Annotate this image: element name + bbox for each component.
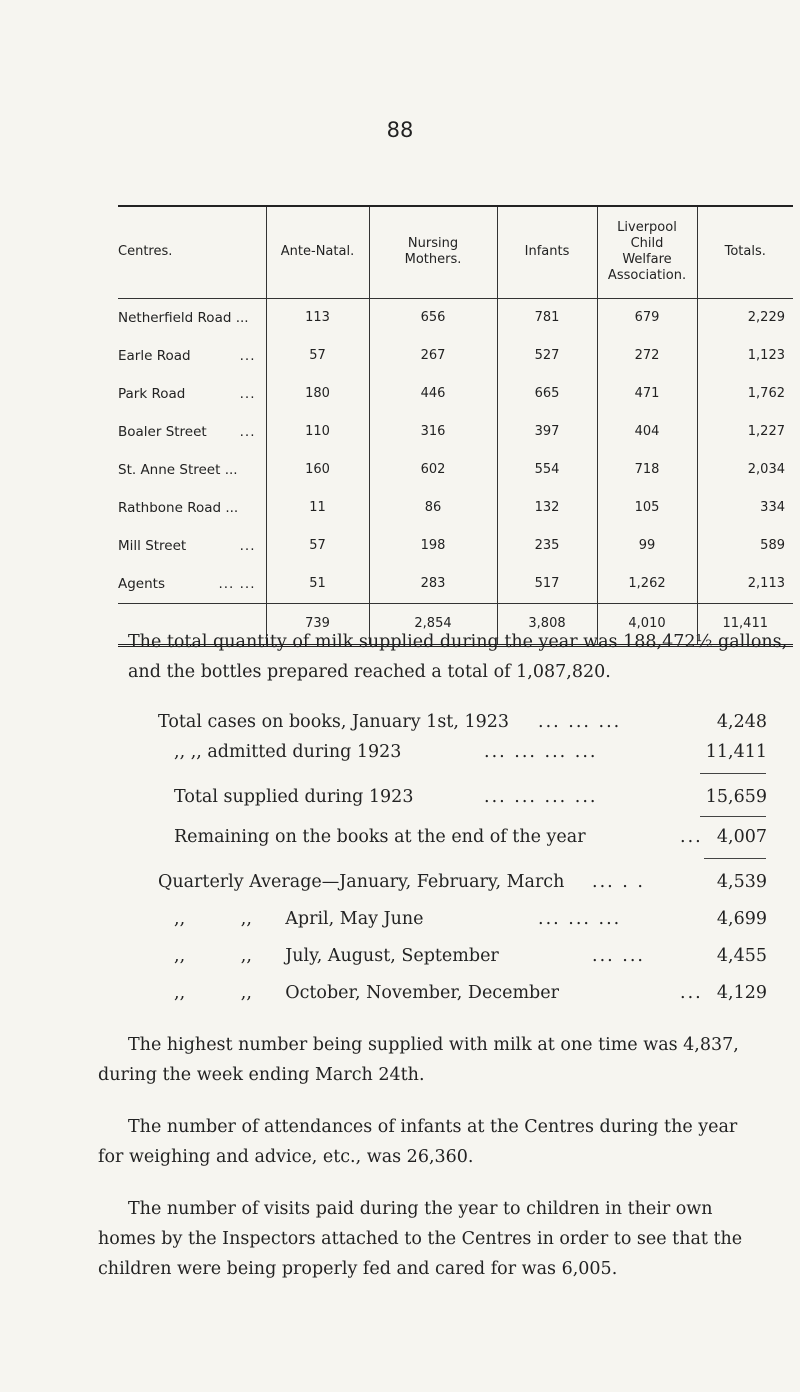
- header-lcwa-line4: Association.: [607, 268, 687, 284]
- total-cell: 1,227: [697, 413, 793, 451]
- centre-name: Rathbone Road ...: [118, 499, 239, 516]
- leader-dots: ...: [239, 423, 256, 440]
- quarterly-label: Quarterly Average—January, February, March: [158, 872, 565, 892]
- centre-name-cell: [118, 565, 266, 604]
- leader-dots: ... ... ... ...: [484, 742, 598, 762]
- quarterly-row: [0, 904, 800, 934]
- centre-name-cell: [118, 337, 266, 375]
- quarterly-row: [0, 867, 800, 897]
- quarterly-value: 4,129: [716, 983, 767, 1003]
- total-cell: 1,123: [697, 337, 793, 375]
- lcwa-cell: 99: [597, 527, 697, 565]
- infants-cell: 235: [497, 527, 597, 565]
- cases-row: [0, 707, 800, 737]
- ante-natal-cell: 57: [266, 337, 369, 375]
- ante-natal-cell: 160: [266, 451, 369, 489]
- header-nursing-mothers: [369, 206, 497, 298]
- leader-dots: ... ... ...: [538, 712, 622, 732]
- centre-name-cell: [118, 413, 266, 451]
- cases-value: 4,248: [716, 712, 767, 732]
- leader-dots: ...: [239, 385, 256, 402]
- sum-rule: [704, 858, 766, 859]
- leader-dots: ... ... ... ...: [484, 787, 598, 807]
- total-cell: 2,034: [697, 451, 793, 489]
- lcwa-cell: 105: [597, 489, 697, 527]
- leader-dots: ... ...: [592, 946, 645, 966]
- total-cell: 2,113: [697, 565, 793, 604]
- cases-label: Total cases on books, January 1st, 1923: [158, 712, 509, 732]
- lcwa-cell: 718: [597, 451, 697, 489]
- table-row: [118, 375, 793, 413]
- table-row: [118, 298, 793, 337]
- centre-name: Mill Street: [118, 537, 187, 554]
- ante-natal-cell: 113: [266, 298, 369, 337]
- infants-cell: 132: [497, 489, 597, 527]
- cases-row: [0, 737, 800, 767]
- header-lcwa-line1: Liverpool: [617, 220, 677, 236]
- cases-label: ,, ,, admitted during 1923: [174, 742, 402, 762]
- total-cell: 2,229: [697, 298, 793, 337]
- header-totals: Totals.: [697, 206, 793, 298]
- quarterly-value: 4,539: [716, 872, 767, 892]
- ante-natal-cell: 57: [266, 527, 369, 565]
- centre-name: Park Road: [118, 385, 186, 402]
- header-centres: Centres.: [118, 206, 266, 298]
- header-infants: Infants: [497, 206, 597, 298]
- ante-natal-cell: 110: [266, 413, 369, 451]
- nursing-cell: 267: [369, 337, 497, 375]
- quarterly-row: [0, 978, 800, 1008]
- infants-cell: 517: [497, 565, 597, 604]
- grand-total: 11,411: [697, 603, 793, 645]
- nursing-cell: 446: [369, 375, 497, 413]
- quarterly-label: ,, ,, April, May June: [174, 909, 424, 929]
- sum-rule: [700, 773, 766, 774]
- header-nursing-line2: Mothers.: [404, 252, 462, 268]
- leader-dots: ...: [680, 983, 703, 1003]
- header-lcwa-line3: Welfare: [622, 252, 672, 268]
- nursing-total: 2,854: [369, 603, 497, 645]
- centres-table: [118, 205, 793, 647]
- leader-dots: ... ...: [218, 575, 256, 592]
- centre-name: Netherfield Road ...: [118, 309, 249, 326]
- nursing-cell: 198: [369, 527, 497, 565]
- nursing-cell: 283: [369, 565, 497, 604]
- page-number: 88: [386, 118, 414, 142]
- quarterly-label: ,, ,, July, August, September: [174, 946, 499, 966]
- nursing-cell: 656: [369, 298, 497, 337]
- centre-name: Earle Road: [118, 347, 191, 364]
- cases-label: Remaining on the books at the end of the year: [174, 827, 586, 847]
- header-lcwa-line2: Child: [630, 236, 664, 252]
- centre-name: Agents: [118, 575, 165, 592]
- total-cell: 589: [697, 527, 793, 565]
- nursing-cell: 602: [369, 451, 497, 489]
- leader-dots: ...: [680, 827, 703, 847]
- leader-dots: ... ... ...: [538, 909, 622, 929]
- total-cell: 1,762: [697, 375, 793, 413]
- nursing-cell: 316: [369, 413, 497, 451]
- quarterly-value: 4,699: [716, 909, 767, 929]
- table-row: [118, 527, 793, 565]
- ante-natal-total: 739: [266, 603, 369, 645]
- centre-name-cell: [118, 527, 266, 565]
- cases-row: [0, 822, 800, 852]
- cases-value: 4,007: [716, 827, 767, 847]
- centre-name-cell: [118, 375, 266, 413]
- leader-dots: ...: [239, 347, 256, 364]
- infants-cell: 665: [497, 375, 597, 413]
- quarterly-label: ,, ,, October, November, December: [174, 983, 559, 1003]
- leader-dots: ... . .: [592, 872, 645, 892]
- table-row: [118, 413, 793, 451]
- centre-name: St. Anne Street ...: [118, 461, 238, 478]
- lcwa-cell: 1,262: [597, 565, 697, 604]
- ante-natal-cell: 180: [266, 375, 369, 413]
- infants-total: 3,808: [497, 603, 597, 645]
- cases-label: Total supplied during 1923: [174, 787, 414, 807]
- lcwa-cell: 471: [597, 375, 697, 413]
- nursing-cell: 86: [369, 489, 497, 527]
- table-row: [118, 489, 793, 527]
- sum-rule: [700, 816, 766, 817]
- leader-dots: ...: [239, 537, 256, 554]
- lcwa-cell: 272: [597, 337, 697, 375]
- lcwa-cell: 679: [597, 298, 697, 337]
- infants-cell: 527: [497, 337, 597, 375]
- table-header-row: [118, 206, 793, 298]
- cases-value: 11,411: [705, 742, 767, 762]
- header-ante-natal: Ante-Natal.: [266, 206, 369, 298]
- infants-cell: 781: [497, 298, 597, 337]
- cases-row: [0, 782, 800, 812]
- lcwa-total: 4,010: [597, 603, 697, 645]
- table-row: [118, 565, 793, 604]
- ante-natal-cell: 51: [266, 565, 369, 604]
- table-row: [118, 337, 793, 375]
- milk-quantity-paragraph: The total quantity of milk supplied during the year was 188,472½ gallons, and the bottles prepared reached a total of 1,087,820.: [128, 632, 788, 682]
- centre-name: Boaler Street: [118, 423, 207, 440]
- infants-cell: 554: [497, 451, 597, 489]
- highest-number-paragraph: The highest number being supplied with milk at one time was 4,837, during the week ending March 24th.: [98, 1035, 739, 1085]
- attendances-paragraph: The number of attendances of infants at the Centres during the year for weighing and advice, etc., was 26,360.: [98, 1117, 738, 1167]
- ante-natal-cell: 11: [266, 489, 369, 527]
- home-visits-paragraph: The number of visits paid during the year to children in their own homes by the Inspectors attached to the Centres in order to see that the children were being properly fed and cared for was 6,005.: [98, 1199, 743, 1279]
- header-nursing-line1: Nursing: [407, 236, 459, 252]
- quarterly-value: 4,455: [716, 946, 767, 966]
- cases-value: 15,659: [705, 787, 767, 807]
- table-row: [118, 451, 793, 489]
- total-cell: 334: [697, 489, 793, 527]
- header-lcwa: [597, 206, 697, 298]
- quarterly-row: [0, 941, 800, 971]
- infants-cell: 397: [497, 413, 597, 451]
- lcwa-cell: 404: [597, 413, 697, 451]
